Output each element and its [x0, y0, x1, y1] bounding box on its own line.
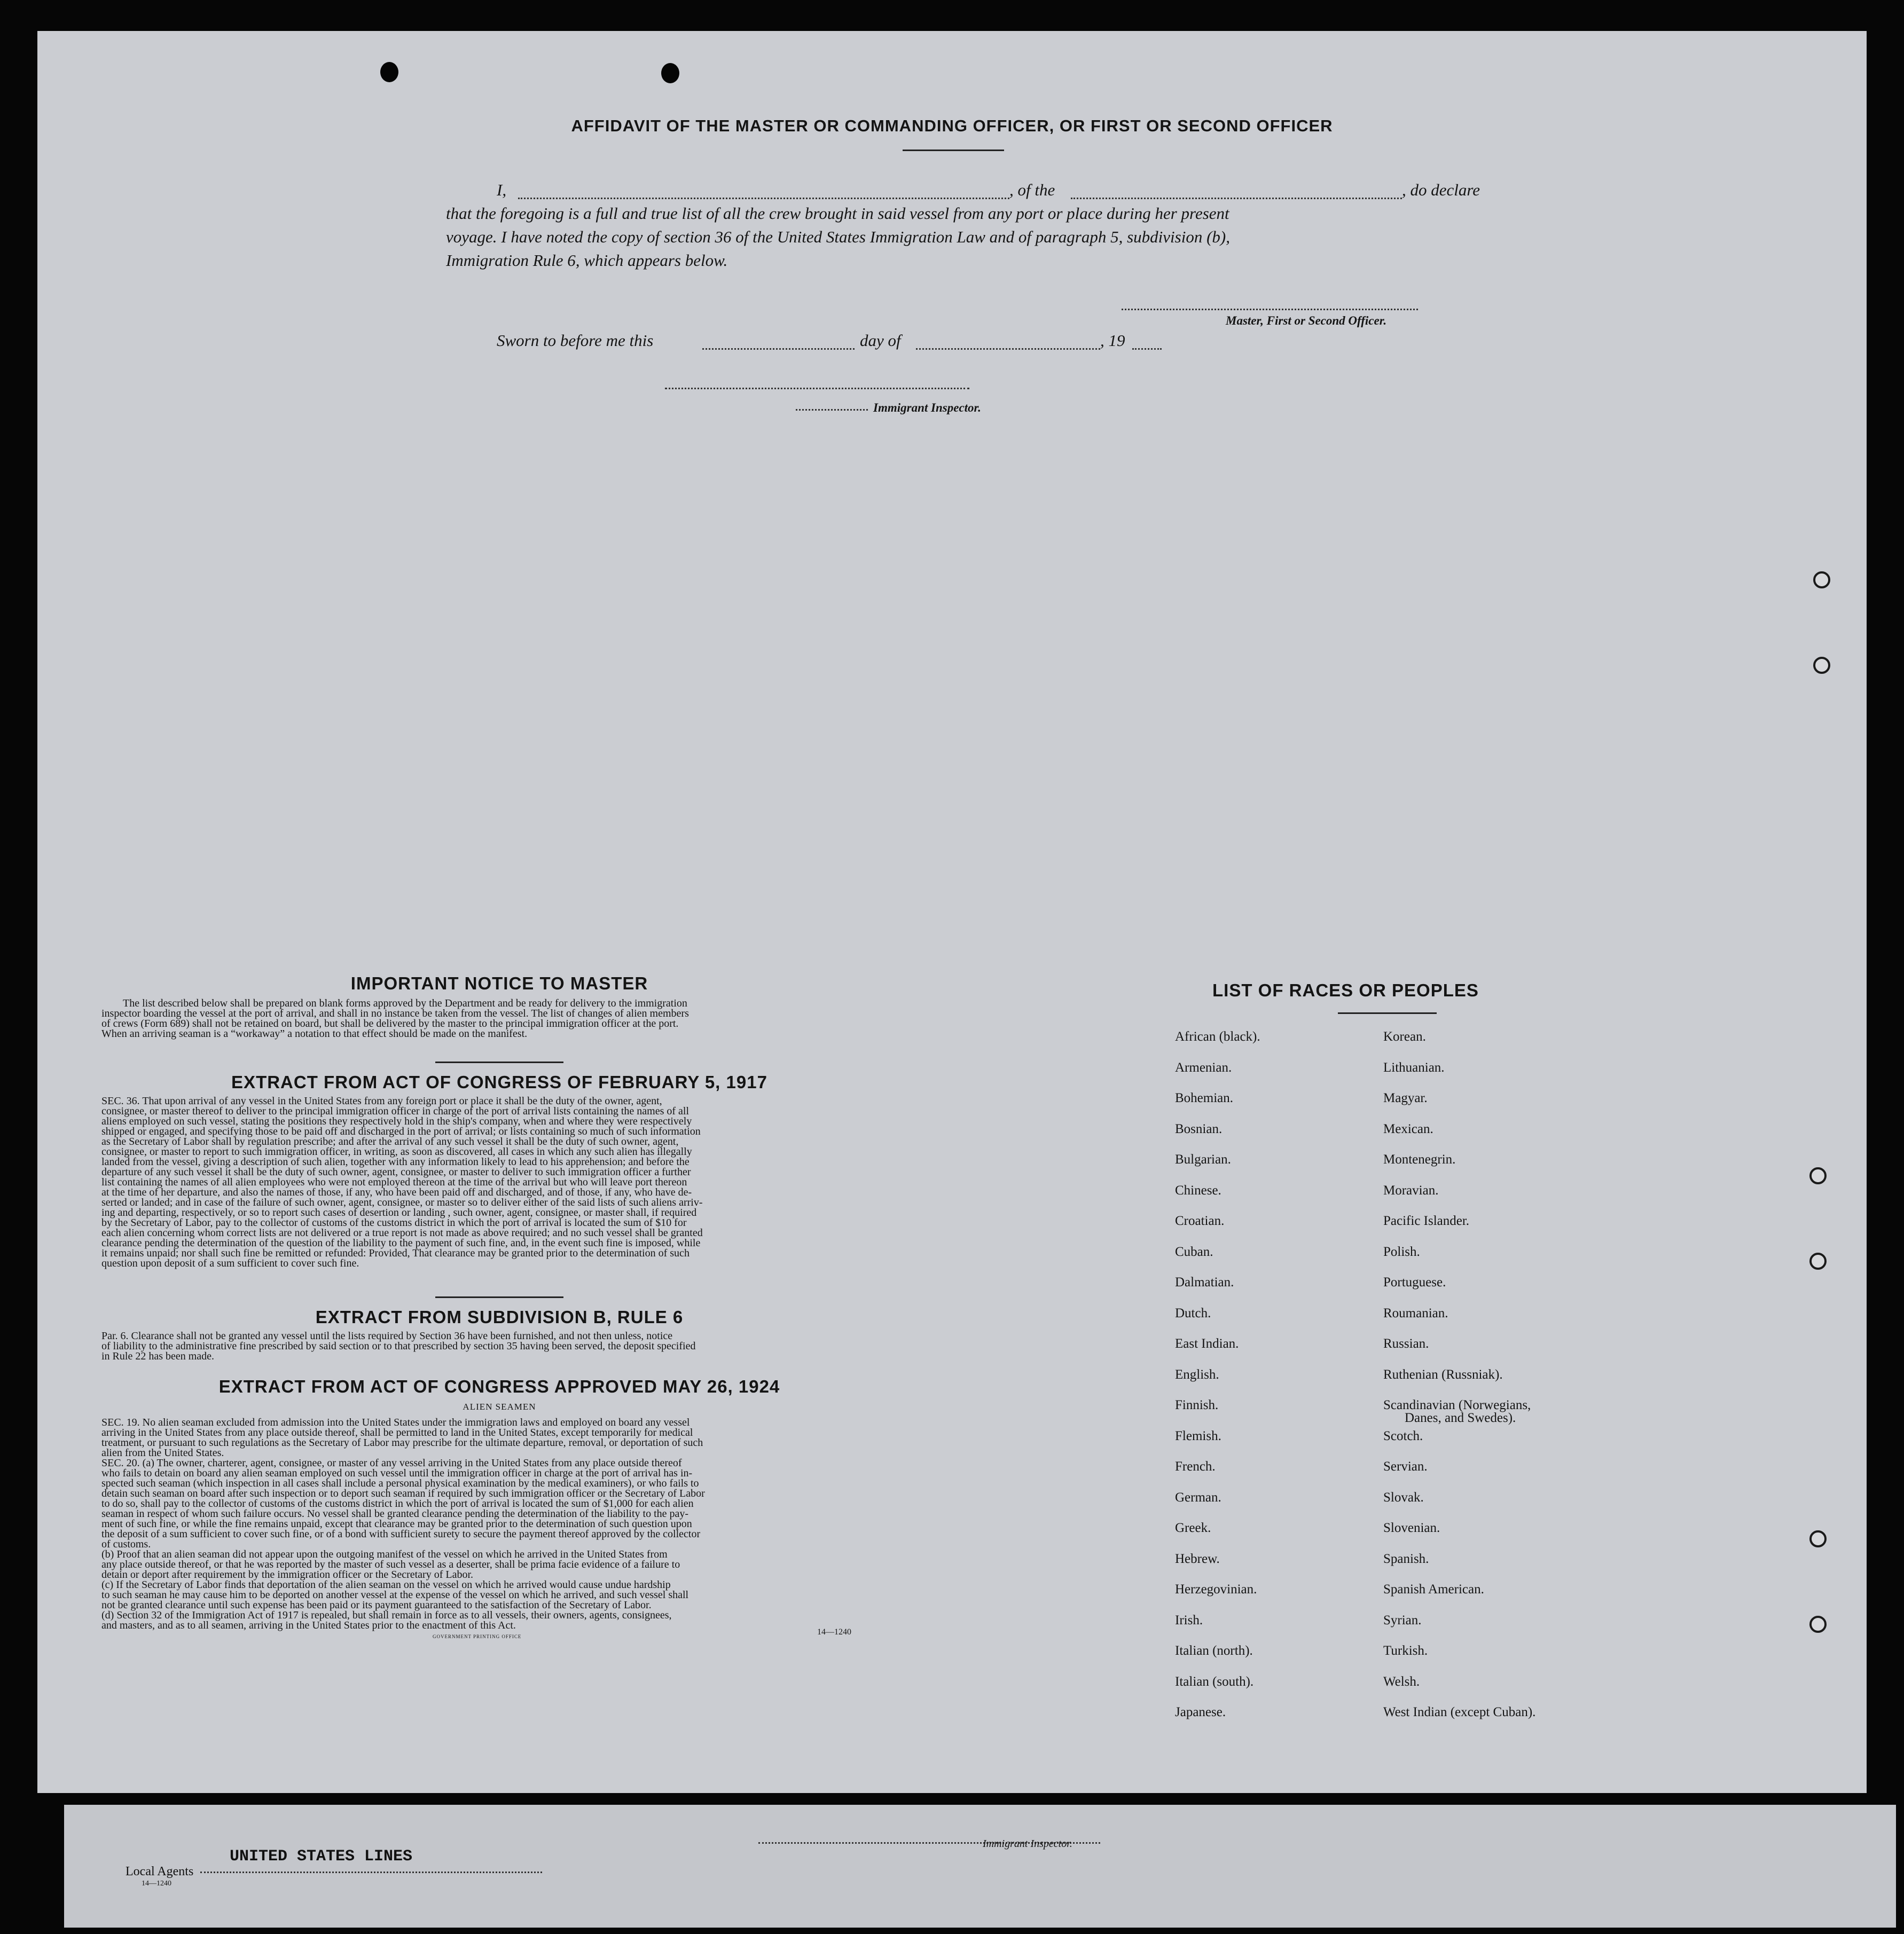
race-item: Irish. [1175, 1613, 1203, 1628]
race-item: Scandinavian (Norwegians, [1383, 1398, 1531, 1412]
extract1917-line: serted or landed; and in case of the failure of such owner, agent, consignee, or master so to deliver either of the said lists of such aliens arriv- [101, 1197, 703, 1208]
race-item: Slovenian. [1383, 1521, 1440, 1535]
year-label: , 19 [1100, 331, 1125, 350]
notice-line: inspector boarding the vessel at the port of arrival, and shall in no instance be taken from the vessel. The list of changes of alien members [101, 1008, 689, 1019]
binder-ring [1809, 1167, 1827, 1184]
race-item: Syrian. [1383, 1613, 1422, 1628]
master-signature-label: Master, First or Second Officer. [1226, 314, 1387, 327]
affidavit-title: AFFIDAVIT OF THE MASTER OR COMMANDING OFFICER, OR FIRST OR SECOND OFFICER [571, 116, 1333, 135]
race-item: Ruthenian (Russniak). [1383, 1367, 1503, 1382]
race-item: Cuban. [1175, 1244, 1213, 1259]
race-item: Greek. [1175, 1521, 1211, 1535]
extract1924-line: (d) Section 32 of the Immigration Act of 1917 is repealed, but shall remain in force as to all vessels, their owners, agents, consignees, [101, 1609, 672, 1621]
day-of-label: day of [860, 331, 901, 350]
race-item: Russian. [1383, 1336, 1429, 1351]
printer-imprint: GOVERNMENT PRINTING OFFICE [433, 1634, 522, 1639]
notice-line: The list described below shall be prepared on blank forms approved by the Department and be ready for delivery to the immigration [123, 997, 687, 1009]
punch-hole [380, 62, 398, 82]
binder-ring [1813, 571, 1830, 588]
race-item: Finnish. [1175, 1398, 1219, 1412]
race-item: African (black). [1175, 1029, 1260, 1044]
extract1917-line: aliens employed on such vessel, stating the positions they respectively hold in the ship's company, when and where they were respectively [101, 1115, 692, 1127]
race-item: Scotch. [1383, 1428, 1423, 1443]
extract-1924-text [101, 1418, 897, 1631]
local-agents-label: Local Agents [126, 1865, 194, 1878]
race-item: Korean. [1383, 1029, 1426, 1044]
extract1924-line: who fails to detain on board any alien seaman employed on such vessel until the immigration officer in charge at the port of arrival has in- [101, 1467, 693, 1479]
race-item: Lithuanian. [1383, 1060, 1445, 1075]
extract1924-line: detain such seaman on board after such inspection or to deport such seaman if required by such immigration officer or the Secretary of Labor [101, 1488, 705, 1499]
extract1924-line: alien from the United States. [101, 1447, 224, 1459]
extract1917-line: list containing the names of all alien employees who were not employed thereon at the time of the arrival but who will leave port thereon [101, 1176, 687, 1188]
extract1924-line: seaman in respect of whom such failure occurs. No vessel shall be granted clearance pending the determination of the liability to the pay- [101, 1508, 689, 1520]
sworn-label: Sworn to before me this [497, 331, 654, 350]
race-item-continued: Danes, and Swedes). [1405, 1411, 1516, 1425]
extract1917-line: departure of any such vessel it shall be the duty of such owner, agent, consignee, or master to deliver to such immigration officer a further [101, 1166, 691, 1178]
race-item: Chinese. [1175, 1183, 1221, 1198]
race-item: Servian. [1383, 1459, 1428, 1474]
affidavit-i: I, [497, 180, 507, 199]
extract1924-line: (b) Proof that an alien seaman did not appear upon the outgoing manifest of the vessel on which he arrived in the United States from [101, 1548, 668, 1560]
binder-ring [1813, 657, 1830, 674]
race-item: Montenegrin. [1383, 1152, 1456, 1167]
extract-1924-title: EXTRACT FROM ACT OF CONGRESS APPROVED MAY 26, 1924 [218, 1377, 780, 1396]
extract1924-line: treatment, or pursuant to such regulations as the Secretary of Labor may prescribe for the ultimate departure, removal, or deportation of such [101, 1437, 703, 1449]
races-title: LIST OF RACES OR PEOPLES [1212, 980, 1479, 1000]
extract1924-line: the deposit of a sum sufficient to cover such fine, or of a bond with sufficient surety to secure the payment thereof approved by the collector [101, 1528, 701, 1540]
race-item: Bulgarian. [1175, 1152, 1231, 1167]
race-item: Portuguese. [1383, 1275, 1446, 1290]
extract1917-line: consignee, or master to report to such immigration officer, in writing, as soon as discovered, all cases in which any such alien has illegally [101, 1146, 692, 1158]
extract1917-line: shipped or engaged, and specifying those to be paid off and discharged in the port of arrival; or lists containing so much of such information [101, 1126, 701, 1137]
underlying-sheet [64, 1805, 1896, 1928]
extract1917-line: landed from the vessel, giving a description of such alien, together with any information likely to lead to his apprehension; and before the [101, 1156, 689, 1168]
notice-line: of crews (Form 689) shall not be retained on board, but shall be delivered by the master to the principal immigration officer at the port. [101, 1018, 679, 1029]
extract1917-line: clearance pending the determination of the question of the liability to the payment of such fine, and, in the event such fine is imposed, while [101, 1237, 701, 1249]
extract1917-line: question upon deposit of a sum sufficient to cover such fine. [101, 1257, 359, 1269]
extract1924-line: and masters, and as to all seamen, arriving in the United States prior to the enactment of this Act. [101, 1619, 516, 1631]
extract1924-line: detain or deport after requirement by the immigration officer or the Secretary of Labor. [101, 1569, 474, 1581]
extract1924-line: to such seaman he may cause him to be deported on another vessel at the expense of the vessel on which he arrived, and such vessel shall [101, 1589, 689, 1601]
extract1924-line: spected such seaman (which inspection in all cases shall include a personal physical examination by the medical examiners), or who fails to [101, 1477, 699, 1489]
race-item: Flemish. [1175, 1428, 1221, 1443]
race-item: Dalmatian. [1175, 1275, 1234, 1290]
race-item: Japanese. [1175, 1705, 1226, 1719]
race-item: Slovak. [1383, 1490, 1424, 1505]
race-item: French. [1175, 1459, 1216, 1474]
race-item: West Indian (except Cuban). [1383, 1705, 1536, 1719]
extract-1924-subtitle: ALIEN SEAMEN [463, 1402, 536, 1412]
race-item: Spanish. [1383, 1551, 1429, 1566]
notice-line: When an arriving seaman is a “workaway” a notation to that effect should be made on the manifest. [101, 1028, 528, 1040]
bottom-inspector-label: Immigrant Inspector. [983, 1838, 1072, 1850]
company-stamp: UNITED STATES LINES [230, 1847, 413, 1866]
race-item: Turkish. [1383, 1644, 1428, 1658]
extract1924-line: not be granted clearance until such expense has been paid or its payment guaranteed to the satisfaction of the Secretary of Labor. [101, 1599, 652, 1611]
extract1917-line: each alien concerning whom correct lists are not delivered or a true report is not made as above required; and no such vessel shall be granted [101, 1227, 703, 1239]
inspector-label: Immigrant Inspector. [873, 401, 981, 414]
extract1917-line: ing and departing, respectively, or so to report such cases of desertion or landing , such owner, agent, consignee, or master shall, if required [101, 1207, 697, 1218]
binder-ring [1809, 1616, 1827, 1633]
rule6-title: EXTRACT FROM SUBDIVISION B, RULE 6 [315, 1307, 684, 1327]
race-item: Magyar. [1383, 1091, 1428, 1105]
rule6-line: in Rule 22 has been made. [101, 1350, 215, 1362]
affidavit-line-3: voyage. I have noted the copy of section 36 of the United States Immigration Law and of paragraph 5, subdivision (b), [446, 227, 1230, 246]
extract1917-line: it remains unpaid; nor shall such fine be remitted or refunded: Provided, That clearance may be granted prior to the determination of such [101, 1247, 689, 1259]
affidavit-line-2: that the foregoing is a full and true list of all the crew brought in said vessel from any port or place during her present [446, 204, 1229, 223]
extract-1917-text [101, 1096, 897, 1269]
notice-title: IMPORTANT NOTICE TO MASTER [350, 973, 648, 993]
notice-text [101, 999, 897, 1039]
race-item: English. [1175, 1367, 1219, 1382]
manifest-back-page [37, 31, 1867, 1793]
race-item: Spanish American. [1383, 1582, 1484, 1597]
affidavit-line-4: Immigration Rule 6, which appears below. [446, 251, 728, 270]
extract1917-line: SEC. 36. That upon arrival of any vessel in the United States from any foreign port or place it shall be the duty of the owner, agent, [101, 1095, 662, 1107]
race-item: Dutch. [1175, 1306, 1211, 1320]
extract1924-line: of customs. [101, 1538, 151, 1550]
race-item: Armenian. [1175, 1060, 1232, 1075]
rule6-text [101, 1331, 897, 1362]
extract1924-line: SEC. 19. No alien seaman excluded from admission into the United States under the immigration laws and employed on board any vessel [101, 1417, 690, 1428]
race-item: Bosnian. [1175, 1121, 1223, 1136]
extract1917-line: at the time of her departure, and also the names of those, if any, who have been paid off and discharged, and of those, if any, who have de- [101, 1186, 692, 1198]
race-item: Herzegovinian. [1175, 1582, 1257, 1597]
binder-ring [1809, 1253, 1827, 1270]
race-item: Moravian. [1383, 1183, 1439, 1198]
extract1924-line: SEC. 20. (a) The owner, charterer, agent, consignee, or master of any vessel arriving in the United States from any place outside thereof [101, 1457, 682, 1469]
extract1917-line: consignee, or master thereof to deliver to the principal immigration officer in charge of the port of arrival lists containing the names of all [101, 1105, 689, 1117]
affidavit-of-the: , of the [1009, 180, 1055, 199]
extract1924-line: any place outside thereof, or that he was reported by the master of such vessel as a deserter, shall be prima facie evidence of a failure to [101, 1559, 680, 1570]
race-item: Welsh. [1383, 1674, 1420, 1689]
extract1924-line: ment of such fine, or while the fine remains unpaid, except that clearance may be granted prior to the determination of such question upon [101, 1518, 692, 1530]
form-number: 14—1240 [817, 1628, 851, 1637]
extract1924-line: arriving in the United States from any place outside thereof, shall be permitted to land in the United States, except temporarily for medical [101, 1427, 693, 1438]
extract1917-line: by the Secretary of Labor, pay to the collector of customs of the customs district in which the port of arrival is located the sum of $10 for [101, 1217, 687, 1229]
race-item: Bohemian. [1175, 1091, 1234, 1105]
affidavit-do-declare: , do declare [1402, 180, 1480, 199]
race-item: Pacific Islander. [1383, 1214, 1470, 1228]
bottom-form-number: 14—1240 [142, 1880, 171, 1888]
race-item: Italian (south). [1175, 1674, 1254, 1689]
race-item: Polish. [1383, 1244, 1420, 1259]
punch-hole [661, 63, 679, 83]
race-item: Mexican. [1383, 1121, 1433, 1136]
binder-ring [1809, 1530, 1827, 1547]
rule6-line: Par. 6. Clearance shall not be granted any vessel until the lists required by Section 36 have been furnished, and not then unless, notice [101, 1330, 673, 1342]
race-item: Croatian. [1175, 1214, 1225, 1228]
extract-1917-title: EXTRACT FROM ACT OF CONGRESS OF FEBRUARY 5, 1917 [231, 1072, 767, 1092]
race-item: Italian (north). [1175, 1644, 1253, 1658]
extract1917-line: as the Secretary of Labor shall by regulation prescribe; and after the arrival of any such vessel it shall be the duty of such owner, agent, [101, 1136, 679, 1147]
race-item: East Indian. [1175, 1336, 1239, 1351]
race-item: Hebrew. [1175, 1551, 1220, 1566]
extract1924-line: to do so, shall pay to the collector of customs of the customs district in which the port of arrival is located the sum of $1,000 for each alien [101, 1498, 694, 1510]
race-item: Roumanian. [1383, 1306, 1448, 1320]
race-item: German. [1175, 1490, 1221, 1505]
rule6-line: of liability to the administrative fine prescribed by said section or to that prescribed by section 35 having been served, the deposit specified [101, 1340, 696, 1352]
extract1924-line: (c) If the Secretary of Labor finds that deportation of the alien seaman on the vessel on which he arrived would cause undue hardship [101, 1579, 671, 1591]
